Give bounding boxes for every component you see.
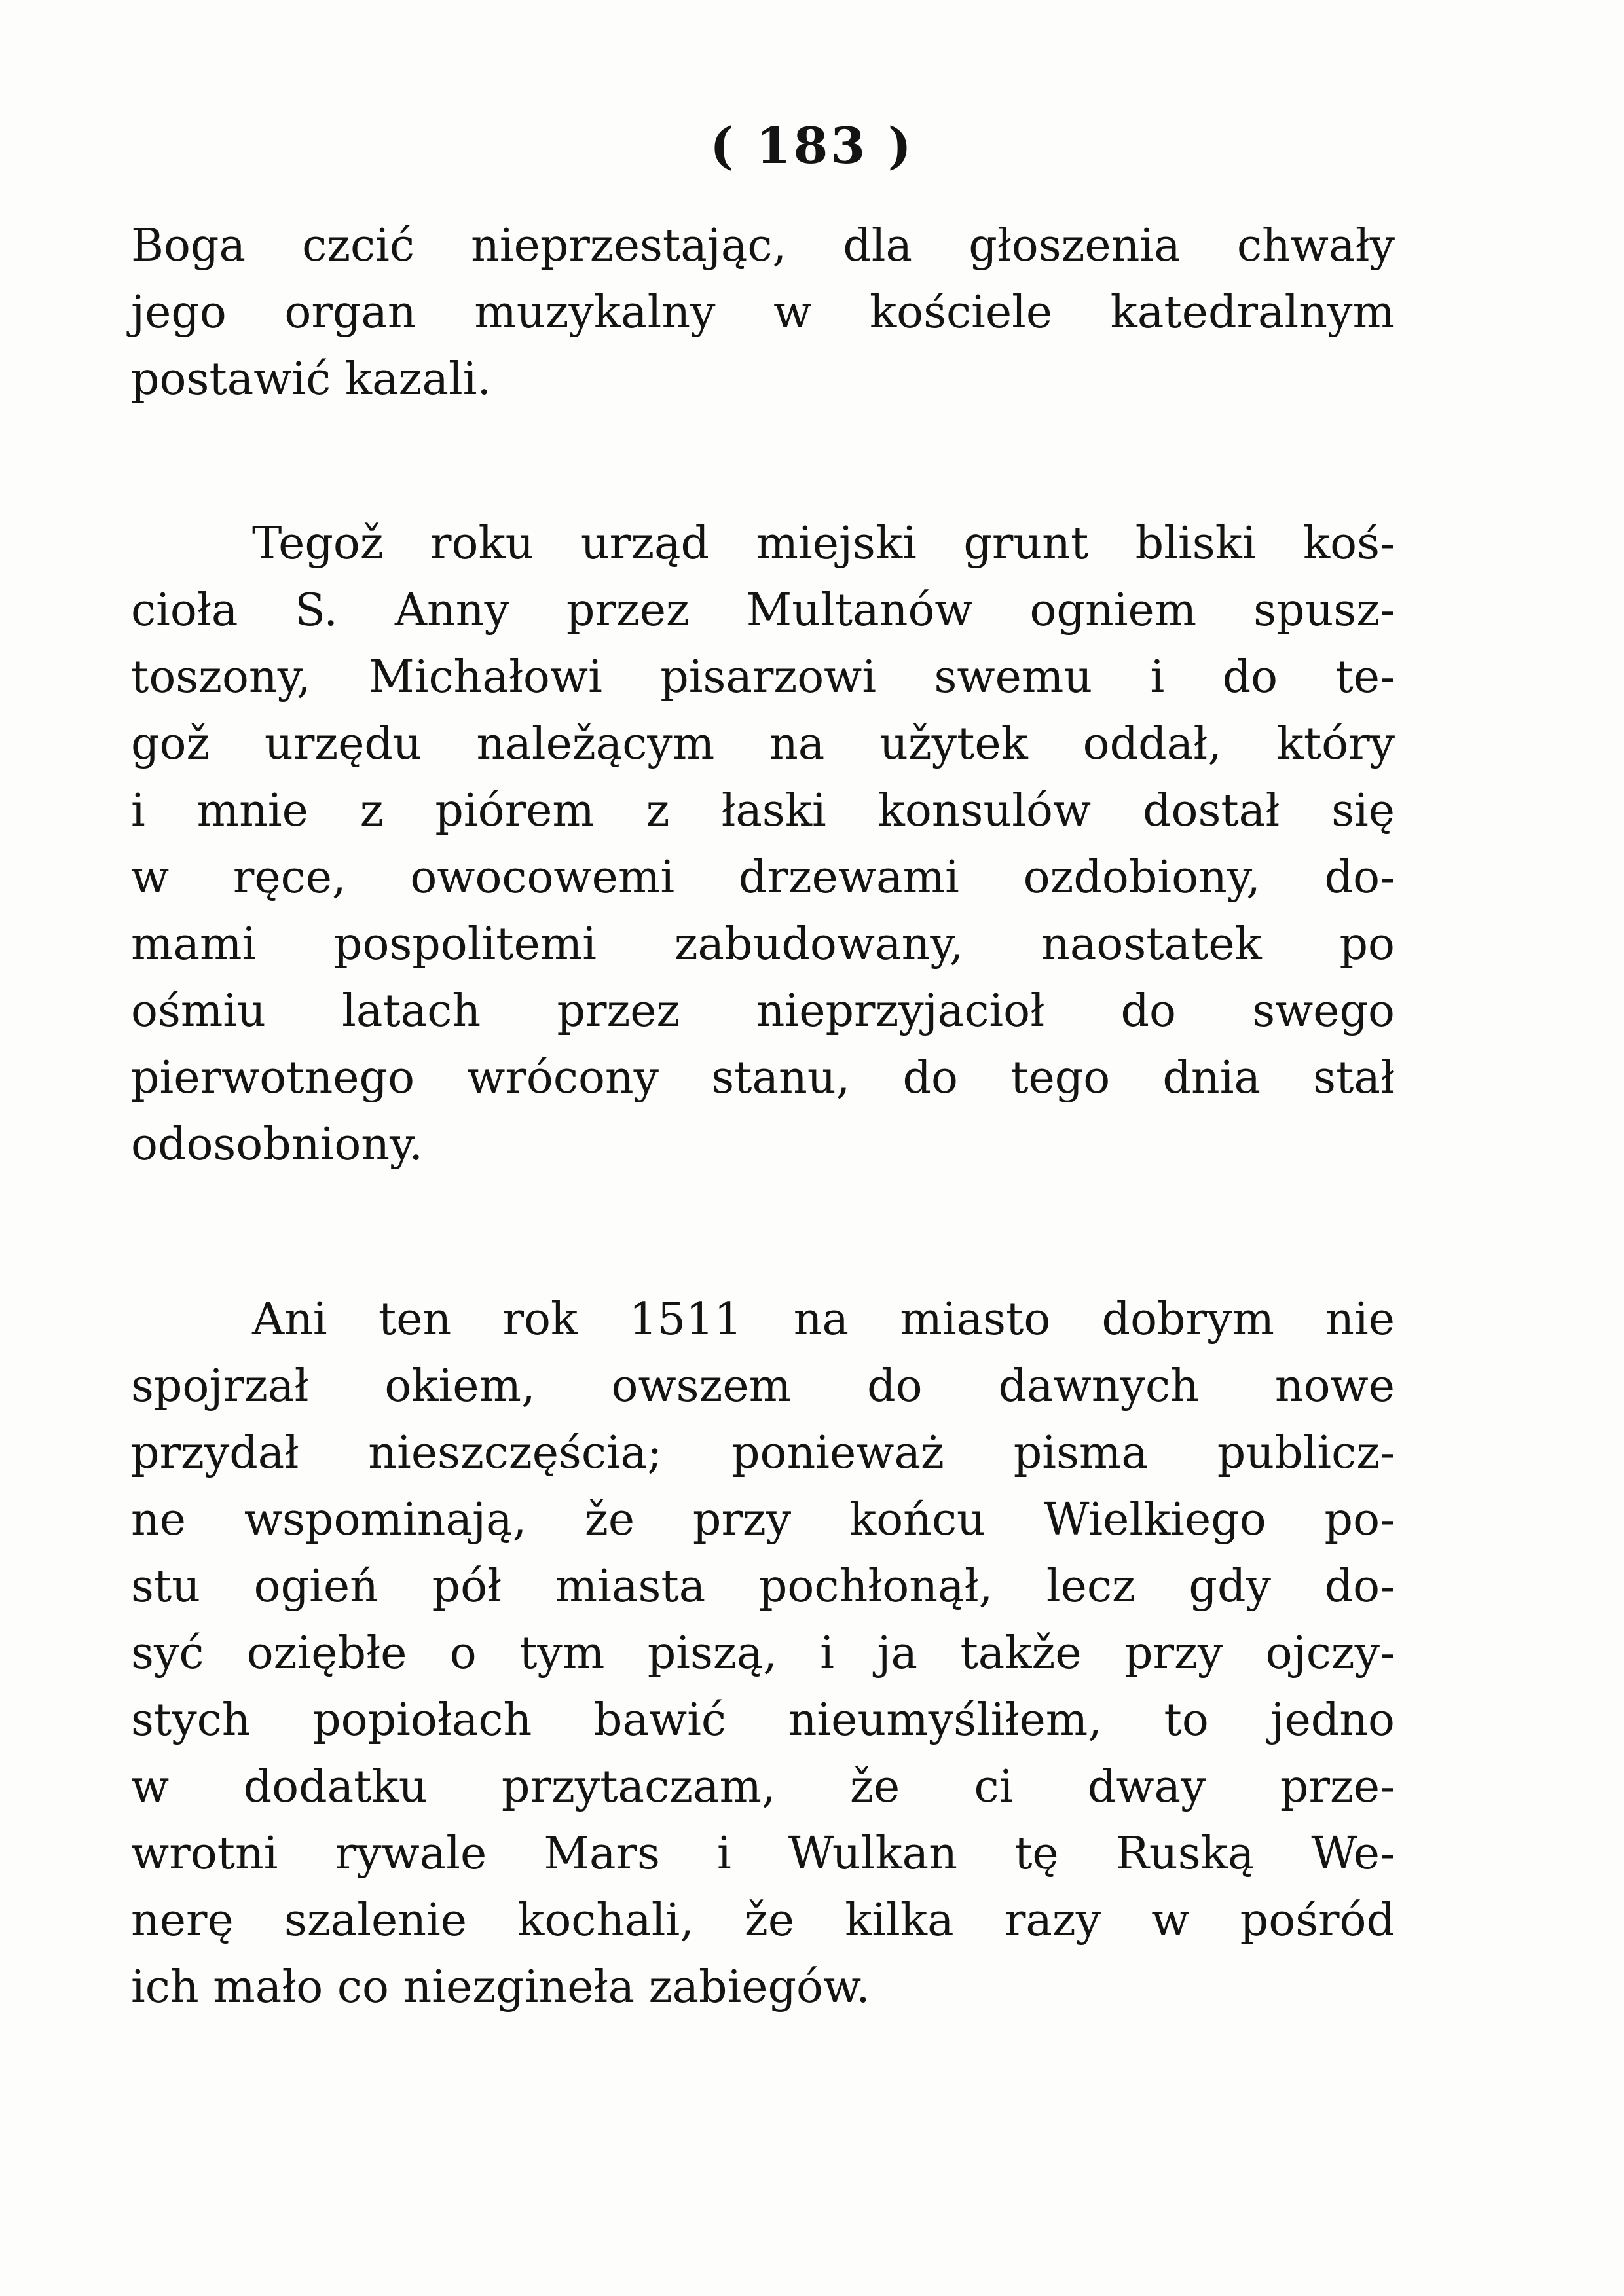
- paragraph-2: [131, 511, 1395, 1178]
- text-line: ich mało co niezgineła zabiegów.: [131, 1961, 870, 2013]
- text-line: nerę szalenie kochali, že kilka razy w pośród: [131, 1895, 1395, 1946]
- text-line: cioła S. Anny przez Multanów ogniem spusz-: [131, 585, 1395, 636]
- text-line: jego organ muzykalny w kościele katedralnym: [131, 287, 1395, 338]
- text-line: spojrzał okiem, owszem do dawnych nowe: [131, 1360, 1395, 1412]
- text-line: i mnie z piórem z łaski konsulów dostał się: [131, 785, 1395, 837]
- text-line: w ręce, owocowemi drzewami ozdobiony, do-: [131, 852, 1395, 903]
- text-line: toszony, Michałowi pisarzowi swemu i do te-: [131, 651, 1395, 703]
- text-line: syć oziębłe o tym piszą, i ja takže przy ojczy-: [131, 1628, 1395, 1679]
- text-line: Tegož roku urząd miejski grunt bliski koś-: [252, 518, 1395, 570]
- text-line: Boga czcić nieprzestając, dla głoszenia chwały: [131, 220, 1395, 272]
- text-line: stych popiołach bawić nieumyśliłem, to jedno: [131, 1694, 1395, 1746]
- text-line: Ani ten rok 1511 na miasto dobrym nie: [252, 1294, 1395, 1345]
- text-line: postawić kazali.: [131, 354, 492, 405]
- text-line: pierwotnego wrócony stanu, do tego dnia stał: [131, 1052, 1395, 1104]
- text-line: ne wspominają, že przy końcu Wielkiego po-: [131, 1494, 1395, 1546]
- text-line: w dodatku przytaczam, že ci dway prze-: [131, 1761, 1395, 1813]
- page-number: ( 183 ): [710, 117, 914, 175]
- text-line: mami pospolitemi zabudowany, naostatek po: [131, 919, 1395, 970]
- text-line: ośmiu latach przez nieprzyjacioł do swego: [131, 985, 1395, 1037]
- text-line: przydał nieszczęścia; ponieważ pisma publicz-: [131, 1427, 1395, 1479]
- text-line: gož urzędu naležącym na užytek oddał, który: [131, 718, 1395, 770]
- text-line: wrotni rywale Mars i Wulkan tę Ruską We-: [131, 1828, 1395, 1880]
- text-line: odosobniony.: [131, 1119, 424, 1171]
- text-line: stu ogień pół miasta pochłonął, lecz gdy do-: [131, 1561, 1395, 1613]
- paragraph-3: [131, 1286, 1395, 2021]
- paragraph-1: [131, 213, 1395, 413]
